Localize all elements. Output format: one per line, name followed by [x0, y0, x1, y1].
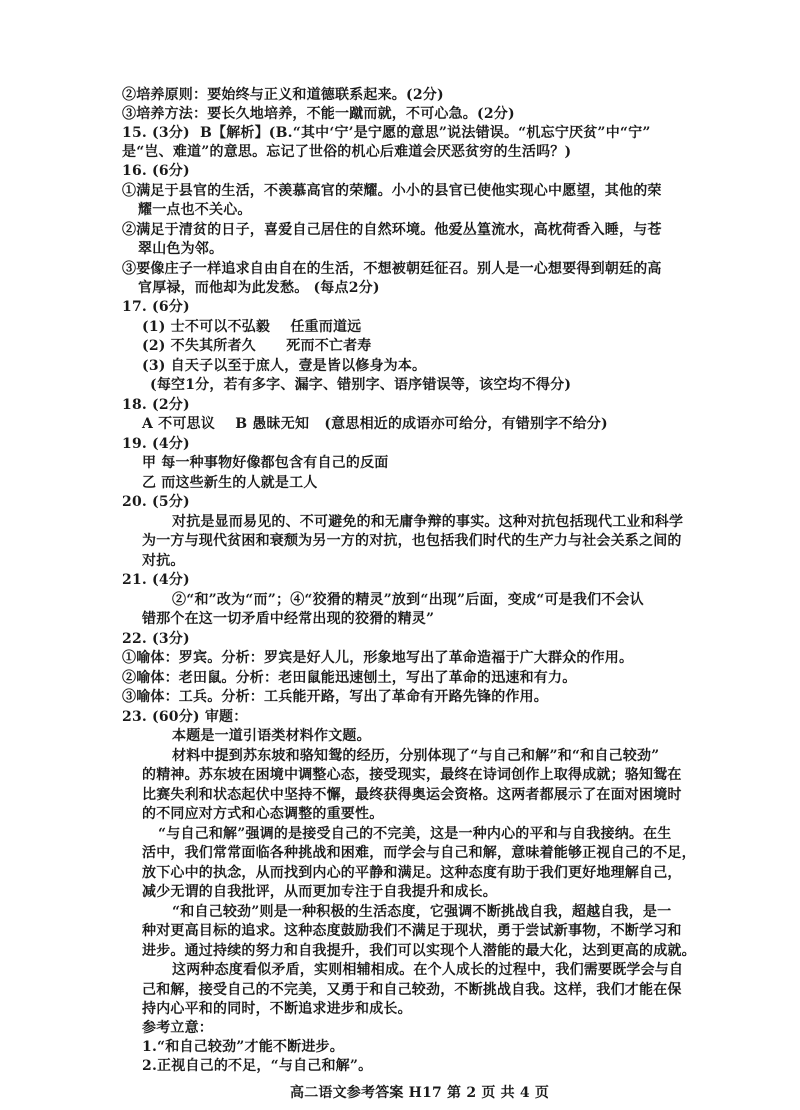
- answer-21-line-1: ②“和”改为“而”；④“狡猾的精灵”放到“出现”后面，变成“可是我们不会认: [172, 592, 644, 608]
- reference-point-2: 2.正视自己的不足，“与自己和解”。: [142, 1058, 373, 1074]
- essay-para-2-line-4: 减少无谓的自我批评，从而更加专注于自我提升和成长。: [142, 884, 497, 900]
- essay-para-1-line-1: 材料中提到苏东坡和骆知鸳的经历，分别体现了“与自己和解”和“和自己较劲”: [172, 748, 660, 764]
- answer-14-line-3: ③培养方法：要长久地培养，不能一蹴而就，不可心急。(2分): [122, 106, 515, 122]
- essay-para-1-line-3: 比赛失利和状态起伏中坚持不懈，最终获得奥运会资格。这两者都展示了在面对困境时: [142, 787, 682, 803]
- essay-para-4-line-1: 这两种态度看似矛盾，实则相辅相成。在个人成长的过程中，我们需要既学会与自: [172, 962, 684, 978]
- answer-16-point-1-cont: 耀一点也不关心。: [138, 202, 252, 218]
- reference-point-1: 1.“和自己较劲”才能不断进步。: [142, 1039, 344, 1055]
- essay-para-1-line-2: 的精神。苏东坡在困境中调整心态，接受现实，最终在诗词创作上取得成就；骆知鸳在: [142, 767, 682, 783]
- answer-19-heading: 19. (4分): [122, 436, 190, 452]
- essay-para-3-line-2: 种对更高目标的追求。这种态度鼓励我们不满足于现状，勇于尝试新事物，不断学习和: [142, 923, 682, 939]
- answer-15-line-1: 15. (3分) B【解析】(B.“其中‘宁’是宁愿的意思”说法错误。“机忘宁厌贫”中“宁”: [122, 125, 651, 141]
- answer-20-line-2: 为一方与现代贫困和衰颓为另一方的对抗，也包括我们时代的生产力与社会关系之间的: [142, 533, 682, 549]
- answer-22-item-2: ②喻体：老田鼠。分析：老田鼠能迅速刨土，写出了革命的迅速和有力。: [122, 670, 577, 686]
- answer-23-heading: 23. (60分) 审题：: [122, 709, 248, 725]
- essay-intro: 本题是一道引语类材料作文题。: [172, 728, 371, 744]
- answer-21-line-2: 错那个在这一切矛盾中经常出现的狡猾的精灵”: [142, 611, 435, 627]
- answer-16-point-3-cont: 官厚禄，而他却为此发愁。 (每点2分): [138, 280, 380, 296]
- answer-22-heading: 22. (3分): [122, 631, 190, 647]
- answer-15-line-2: 是“岂、难道”的意思。忘记了世俗的机心后难道会厌恶贫穷的生活吗？): [122, 144, 572, 160]
- answer-20-heading: 20. (5分): [122, 494, 190, 510]
- answer-16-point-2-cont: 翠山色为邻。: [138, 241, 224, 257]
- essay-para-3-line-1: “和自己较劲”则是一种积极的生活态度，它强调不断挑战自我，超越自我，是一: [172, 904, 672, 920]
- essay-para-4-line-2: 己和解，接受自己的不完美，又勇于和自己较劲，不断挑战自我。这样，我们才能在保: [142, 982, 682, 998]
- essay-para-1-line-4: 的不同应对方式和心态调整的重要性。: [142, 806, 384, 822]
- answer-22-item-3: ③喻体：工兵。分析：工兵能开路，写出了革命有开路先锋的作用。: [122, 689, 548, 705]
- answer-17-item-1: (1) 士不可以不弘毅 任重而道远: [142, 319, 362, 335]
- answer-14-line-2: ②培养原则：要始终与正义和道德联系起来。(2分): [122, 87, 444, 103]
- essay-para-2-line-1: “与自己和解”强调的是接受自己的不完美，这是一种内心的平和与自我接纳。在生: [158, 826, 672, 842]
- essay-para-3-line-3: 进步。通过持续的努力和自我提升，我们可以实现个人潜能的最大化，达到更高的成就。: [142, 943, 696, 959]
- essay-para-4-line-3: 持内心平和的同时，不断追求进步和成长。: [142, 1001, 412, 1017]
- page-footer: 高二语文参考答案 H17 第 2 页 共 4 页: [290, 1085, 550, 1101]
- answer-21-heading: 21. (4分): [122, 572, 190, 588]
- essay-para-2-line-3: 放下心中的执念，从而找到内心的平静和满足。这种态度有助于我们更好地理解自己，: [142, 865, 682, 881]
- answer-19-line-1: 甲 每一种事物好像都包含有自己的反面: [142, 455, 389, 471]
- answer-20-line-3: 对抗。: [142, 553, 185, 569]
- answer-18-heading: 18. (2分): [122, 397, 190, 413]
- essay-para-2-line-2: 活中，我们常常面临各种挑战和困难，而学会与自己和解，意味着能够正视自己的不足，: [142, 845, 696, 861]
- answer-16-heading: 16. (6分): [122, 163, 190, 179]
- answer-17-heading: 17. (6分): [122, 299, 190, 315]
- answer-16-point-3: ③要像庄子一样追求自由自在的生活，不想被朝廷征召。别人是一心想要得到朝廷的高: [122, 261, 662, 277]
- answer-19-line-2: 乙 而这些新生的人就是工人: [142, 475, 318, 491]
- answer-22-item-1: ①喻体：罗宾。分析：罗宾是好人儿，形象地写出了革命造福于广大群众的作用。: [122, 650, 634, 666]
- answer-17-item-3: (3) 自天子以至于庶人，壹是皆以修身为本。: [142, 358, 427, 374]
- answer-17-item-2: (2) 不失其所者久 死而不亡者寿: [142, 338, 372, 354]
- answer-16-point-2: ②满足于清贫的日子，喜爱自己居住的自然环境。他爱丛篁流水，高枕荷香入睡，与苍: [122, 222, 662, 238]
- reference-heading: 参考立意：: [142, 1020, 213, 1036]
- answer-16-point-1: ①满足于县官的生活，不羡慕高官的荣耀。小小的县官已使他实现心中愿望，其他的荣: [122, 183, 662, 199]
- answer-20-line-1: 对抗是显而易见的、不可避免的和无庸争辩的事实。这种对抗包括现代工业和科学: [172, 514, 684, 530]
- answer-17-note: (每空1分，若有多字、漏字、错别字、语序错误等，该空均不得分): [150, 377, 572, 393]
- answer-18-body: A 不可思议 B 愚昧无知 (意思相近的成语亦可给分，有错别字不给分): [142, 416, 608, 432]
